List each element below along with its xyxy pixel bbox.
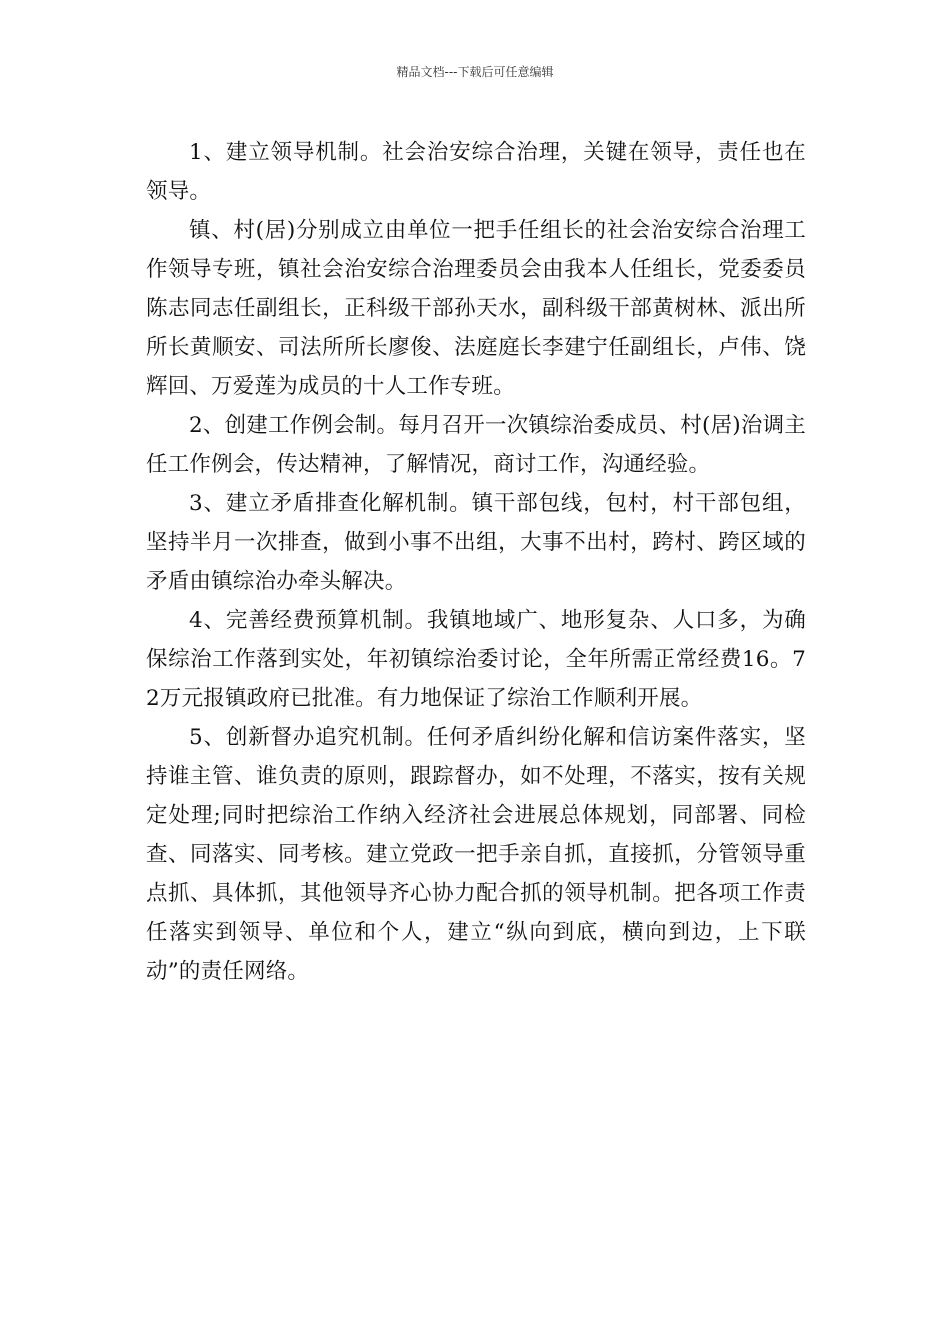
paragraph-regular-meeting: 2、创建工作例会制。每月召开一次镇综治委成员、村(居)治调主任工作例会，传达精神，了解情况，商讨工作，沟通经验。: [146, 413, 806, 477]
paragraph-leadership-mechanism: 1、建立领导机制。社会治安综合治理，关键在领导，责任也在领导。: [146, 140, 806, 204]
paragraph-working-group: 镇、村(居)分别成立由单位一把手任组长的社会治安综合治理工作领导专班，镇社会治安综合治理委员会由我本人任组长，党委委员陈志同志任副组长，正科级干部孙天水，副科级干部黄树林、派出所所长黄顺安、司法所所长廖俊、法庭庭长李建宁任副组长，卢伟、饶辉回、万爱莲为成员的十人工作专班。: [146, 218, 806, 399]
paragraph-supervision-mechanism: 5、创新督办追究机制。任何矛盾纠纷化解和信访案件落实，坚持谁主管、谁负责的原则，跟踪督办，如不处理，不落实，按有关规定处理;同时把综治工作纳入经济社会进展总体规划，同部署、同检查、同落实、同考核。建立党政一把手亲自抓，直接抓，分管领导重点抓、具体抓，其他领导齐心协力配合抓的领导机制。把各项工作责任落实到领导、单位和个人，建立“纵向到底，横向到边，上下联动”的责任网络。: [146, 725, 806, 984]
document-body: [146, 133, 806, 991]
paragraph-budget-mechanism: 4、完善经费预算机制。我镇地域广、地形复杂、人口多，为确保综治工作落到实处，年初镇综治委讨论，全年所需正常经费16。72万元报镇政府已批准。有力地保证了综治工作顺利开展。: [146, 608, 806, 711]
page-header: 精品文档---下载后可任意编辑: [396, 65, 554, 79]
paragraph-conflict-resolution: 3、建立矛盾排查化解机制。镇干部包线，包村，村干部包组，坚持半月一次排查，做到小事不出组，大事不出村，跨村、跨区域的矛盾由镇综治办牵头解决。: [146, 491, 806, 594]
